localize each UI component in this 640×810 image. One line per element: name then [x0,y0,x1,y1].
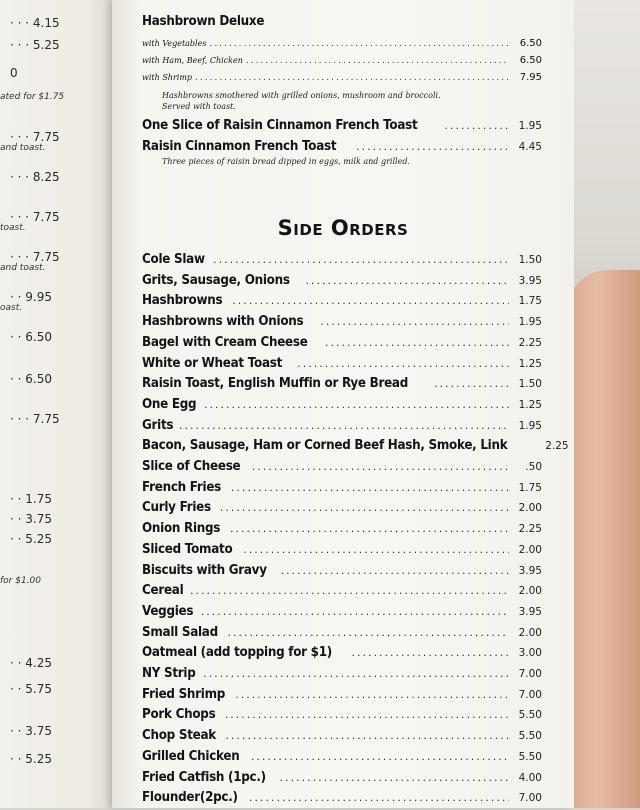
sub-item-ham-beef-chicken [142,55,542,71]
left-page-row: · · 5.25 [10,532,52,546]
item-price: 1.50 [518,378,542,391]
left-page-row: · · · 7.75 [10,412,60,426]
item-name: Hashbrown Deluxe [142,14,265,29]
left-page-row: · · 3.75 [10,512,52,526]
item-price: 2.25 [518,523,542,536]
item-price: 2.00 [518,585,542,598]
sub-item-shrimp [142,72,542,88]
background-arm [568,270,640,808]
left-page-row: · · 5.25 [10,752,52,766]
side-order-item [142,604,542,624]
item-description: Three pieces of raisin bread dipped in eggs, milk and grilled. [162,157,410,166]
left-page-row: · · 9.95 [10,290,52,304]
leader-dots [235,688,509,701]
left-page-row: 0 [10,66,18,80]
item-name: Chop Steak [142,728,216,744]
item-price: 5.50 [518,730,542,743]
item-name: Small Salad [142,624,218,640]
item-price: 3.95 [518,564,542,577]
side-order-item [142,645,542,665]
left-page-row: · · · 5.25 [10,38,60,52]
leader-dots [201,605,509,618]
item-name: Slice of Cheese [142,459,241,474]
item-price: 3.95 [518,274,542,287]
item-name: Grits [142,417,174,433]
side-order-item [142,687,542,707]
left-page-row: · · 6.50 [10,330,52,344]
side-order-item [142,376,542,396]
side-order-item [142,418,542,438]
leader-dots [220,501,509,514]
left-page-row: · · 5.75 [10,682,52,696]
left-page-row: for $1.00 [0,576,42,586]
item-price: 7.00 [518,792,542,805]
item-price: 4.00 [518,771,542,784]
item-name: Bacon, Sausage, Ham or Corned Beef Hash, Smoke, Link [142,438,508,454]
leader-dots [225,708,509,721]
leader-dots [225,729,509,742]
side-order-item [142,438,569,458]
item-price: .50 [525,461,542,473]
side-order-item [142,480,542,500]
side-order-item [142,625,542,645]
item-name: Onion Rings [142,521,221,537]
side-order-item [142,459,542,479]
item-description: Hashbrowns smothered with grilled onions, mushroom and broccoli. [162,91,441,100]
item-name: Oatmeal (add topping for $1) [142,645,332,661]
left-page-row: · · · 7.75 [10,210,60,224]
left-page-row: · · · 4.15 [10,16,60,30]
item-price: 1.25 [518,357,542,370]
leader-dots [280,771,509,784]
item-price: 1.95 [518,316,542,329]
left-page-row: oast. [0,303,23,313]
item-name: Flounder(2pc.) [142,790,238,806]
sub-item-vegetables [142,38,542,54]
side-order-item [142,563,542,583]
leader-dots [434,377,509,390]
leader-dots [351,646,509,659]
item-price: 1.75 [518,481,542,494]
left-page-row: · · · 7.75 [10,130,60,144]
leader-dots [356,140,509,153]
item-price: 7.00 [518,668,542,680]
leader-dots [179,419,509,432]
sub-item-price: 7.95 [519,72,542,83]
side-order-item [142,397,542,417]
item-name: One Slice of Raisin Cinnamon French Toast [142,118,418,133]
left-page-row: and toast. [0,143,46,153]
sub-item-name: with Shrimp [142,73,193,82]
menu-item-raisin-french-toast [142,139,542,159]
side-order-item [142,314,542,334]
item-name: Raisin Cinnamon French Toast [142,139,337,154]
leader-dots [281,564,509,577]
item-name: Grits, Sausage, Onions [142,272,290,288]
side-order-item [142,770,542,790]
section-title: Side Orders [277,216,409,240]
leader-dots [249,791,509,804]
item-name: One Egg [142,396,197,412]
leader-dots [213,253,509,266]
item-name: Cereal [142,583,184,599]
side-order-item [142,749,542,769]
side-order-item [142,521,542,541]
leader-dots [252,460,509,473]
item-name: Cole Slaw [142,252,205,267]
sub-item-name: with Ham, Beef, Chicken [142,56,243,65]
item-price: 4.45 [518,141,542,153]
item-name: Raisin Toast, English Muffin or Rye Bread [142,376,408,392]
left-page-row: and toast. [0,263,46,273]
side-order-item [142,666,542,686]
sub-item-price: 6.50 [519,55,542,66]
menu-page [112,0,574,808]
left-page-row: · · 6.50 [10,372,52,386]
item-price: 5.50 [518,709,542,722]
side-order-item [142,542,542,562]
sub-item-name: with Vegetables [142,39,207,48]
side-order-item [142,273,542,293]
item-price: 2.25 [545,440,569,453]
leader-dots [444,119,509,132]
leader-dots [251,750,509,763]
leader-dots [246,56,509,66]
left-page-row: · · · 7.75 [10,250,60,264]
item-name: Hashbrowns [142,293,223,309]
item-price: 2.00 [518,626,542,639]
side-order-item [142,707,542,727]
side-order-item [142,500,542,520]
item-name: Fried Catfish (1pc.) [142,769,266,785]
leader-dots [306,274,509,287]
left-page-row: toast. [0,223,26,233]
side-order-item [142,252,542,272]
item-name: Veggies [142,603,194,619]
leader-dots [232,294,509,307]
item-price: 7.00 [518,688,542,701]
item-price: 2.00 [518,543,542,556]
menu-item-one-slice-raisin-toast [142,118,542,138]
leader-dots [204,398,509,411]
item-price: 3.00 [518,647,542,660]
leader-dots [231,481,509,494]
item-name: French Fries [142,479,222,495]
left-page-row: · · · 8.25 [10,170,60,184]
side-order-item [142,356,542,376]
left-page-row: ated for $1.75 [0,92,65,102]
leader-dots [230,522,509,535]
side-order-item [142,790,542,810]
item-price: 1.95 [518,419,542,432]
left-page-row: · · 4.25 [10,656,52,670]
item-price: 5.50 [518,750,542,763]
sub-item-price: 6.50 [519,38,542,49]
leader-dots [209,39,509,49]
left-page-row: · · 3.75 [10,724,52,738]
leader-dots [190,584,509,597]
item-name: Fried Shrimp [142,686,226,702]
item-name: Curly Fries [142,500,211,516]
leader-dots [228,626,510,639]
item-price: 1.95 [518,120,542,132]
item-name: NY Strip [142,666,196,681]
item-price: 1.50 [518,254,542,266]
item-name: Hashbrowns with Onions [142,314,304,330]
leader-dots [203,667,509,680]
item-price: 1.75 [518,295,542,308]
leader-dots [325,336,509,349]
side-order-item [142,583,542,603]
item-name: Biscuits with Gravy [142,562,267,578]
item-name: Sliced Tomato [142,541,233,557]
menu-item-hashbrown-deluxe [142,14,542,34]
item-name: Pork Chops [142,707,216,723]
item-price: 2.25 [518,336,542,349]
leader-dots [320,315,509,328]
left-page-row: · · 1.75 [10,492,52,506]
item-price: 1.25 [518,398,542,411]
leader-dots [297,357,509,370]
leader-dots [195,73,509,83]
item-name: White or Wheat Toast [142,355,283,371]
item-price: 2.00 [518,502,542,515]
side-order-item [142,728,542,748]
side-order-item [142,293,542,313]
side-order-item [142,335,542,355]
item-name: Grilled Chicken [142,748,240,764]
item-price: 3.95 [518,605,542,618]
item-description: Served with toast. [162,102,236,111]
leader-dots [243,543,509,556]
item-name: Bagel with Cream Cheese [142,334,308,350]
left-menu-page [0,0,122,808]
